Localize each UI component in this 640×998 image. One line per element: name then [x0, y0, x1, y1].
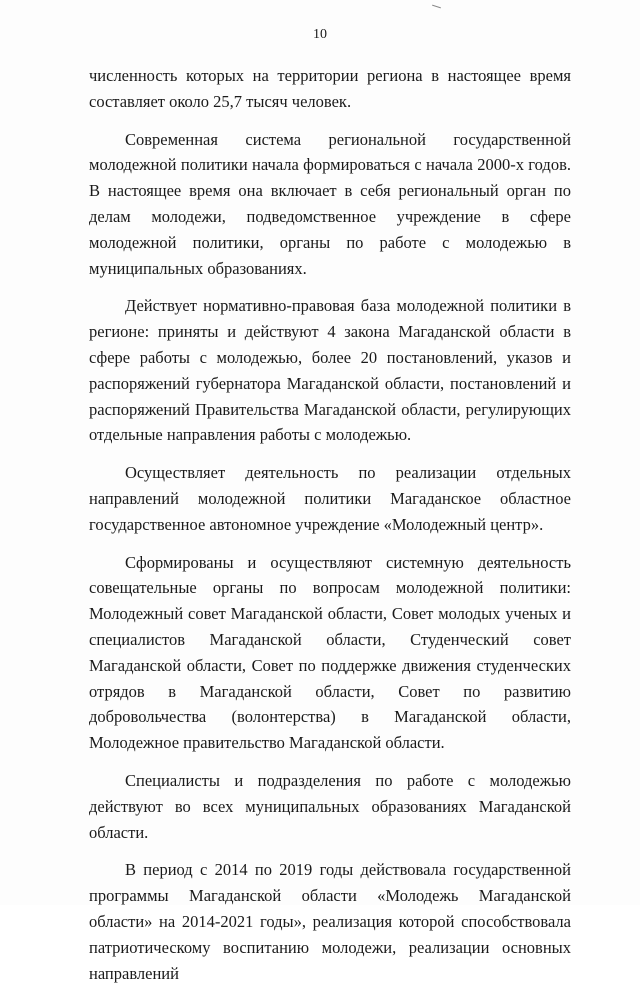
document-body	[89, 63, 571, 998]
paragraph-youth-center: Осуществляет деятельность по реализации отдельных направлений молодежной политики Магаданское областное государственное автономное учреждение «Молодежный центр».	[89, 463, 571, 534]
paragraph-advisory-bodies: Сформированы и осуществляют системную деятельность совещательные органы по вопросам молодежной политики: Молодежный совет Магаданской области, Совет молодых ученых и специалистов Магаданской области, Студенческий совет Магаданской области, Совет по поддержке движения студенческих отрядов в Магаданской области, Совет по развитию добровольчества (волонтерства) в Магаданской области, Молодежное правительство Магаданской области.	[89, 552, 571, 753]
paragraph-state-program: В период с 2014 по 2019 годы действовала государственной программы Магаданской области «Молодежь Магаданской области» на 2014-2021 годы», реализация которой способствовала патриотическому воспитанию молодежи, реализации основных направлений	[89, 860, 571, 983]
paragraph-continuation: численность которых на территории региона в настоящее время составляет около 25,7 тысяч человек.	[89, 66, 571, 111]
paragraph-municipal-specialists: Специалисты и подразделения по работе с молодежью действуют во всех муниципальных образованиях Магаданской области.	[89, 770, 571, 842]
paragraph-legal-framework: Действует нормативно-правовая база молодежной политики в регионе: приняты и действуют 4 закона Магаданской области в сфере работы с молодежью, более 20 постановлений, указов и распоряжений губернатора Магаданской области, постановлений и распоряжений Правительства Магаданской области, регулирующих отдельные направления работы с молодежью.	[89, 296, 571, 445]
scan-artifact-mark	[432, 5, 441, 9]
paragraph-youth-policy-system: Современная система региональной государственной молодежной политики начала формироваться с начала 2000-х годов. В настоящее время она включает в себя региональный орган по делам молодежи, подведомственное учреждение в сфере молодежной политики, органы по работе с молодежью в муниципальных образованиях.	[89, 129, 571, 278]
page-number: 10	[313, 27, 327, 42]
